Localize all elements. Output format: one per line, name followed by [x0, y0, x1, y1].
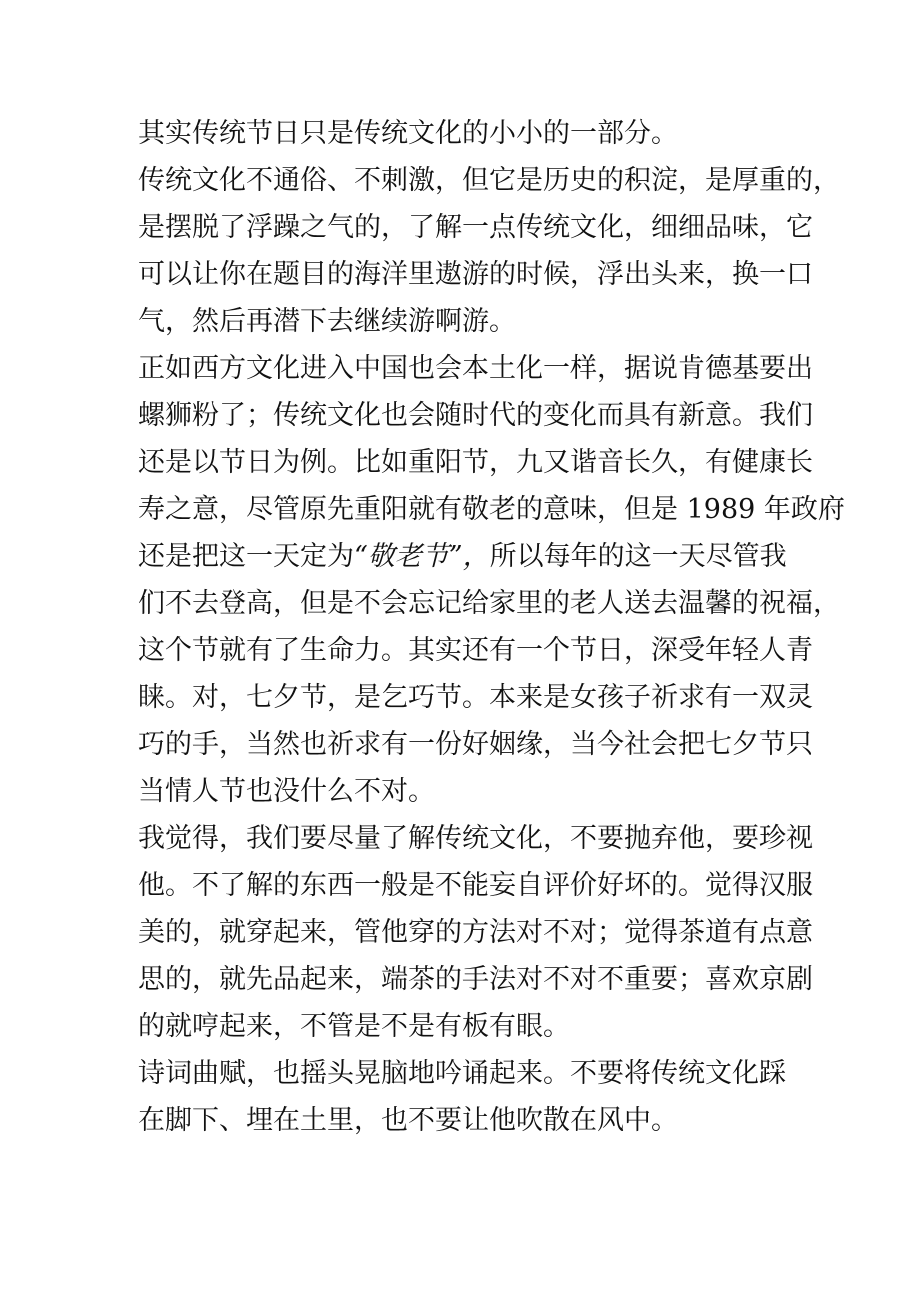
text-line: 正如西方文化进入中国也会本土化一样，据说肯德基要出	[138, 353, 813, 384]
text-line: 美的，就穿起来，管他穿的方法对不对；觉得茶道有点意	[138, 917, 813, 948]
document-body	[138, 110, 845, 1144]
text-line: 当情人节也没什么不对。	[138, 776, 435, 807]
text-line: 他。不了解的东西一般是不能妄自评价好坏的。觉得汉服	[138, 870, 813, 901]
text-line: 气，然后再潜下去继续游啊游。	[138, 306, 516, 337]
text-line-with-emphasis	[138, 533, 798, 580]
text-line: 其实传统节日只是传统文化的小小的一部分。	[138, 118, 678, 149]
text-segment: 所以每年的这一天尽管我	[489, 541, 787, 572]
text-line: 们不去登高，但是不会忘记给家里的老人送去温馨的祝福，	[138, 588, 840, 619]
emphasis-term: “敬老节”，	[354, 541, 490, 572]
text-segment: 还是把这一天定为	[138, 541, 354, 572]
text-line: 是摆脱了浮躁之气的，了解一点传统文化，细细品味，它	[138, 212, 813, 243]
text-line: 诗词曲赋，也摇头晃脑地吟诵起来。不要将传统文化踩	[138, 1058, 786, 1089]
text-line: 传统文化不通俗、不刺激，但它是历史的积淀，是厚重的，	[138, 165, 840, 196]
text-line: 睐。对，七夕节，是乞巧节。本来是女孩子祈求有一双灵	[138, 682, 813, 713]
text-line: 在脚下、埋在土里，也不要让他吹散在风中。	[138, 1105, 678, 1136]
text-line: 我觉得，我们要尽量了解传统文化，不要抛弃他，要珍视	[138, 823, 813, 854]
text-line: 还是以节日为例。比如重阳节，九又谐音长久，有健康长	[138, 447, 813, 478]
text-line: 这个节就有了生命力。其实还有一个节日，深受年轻人青	[138, 635, 813, 666]
text-line: 巧的手，当然也祈求有一份好姻缘，当今社会把七夕节只	[138, 729, 813, 760]
text-line: 思的，就先品起来，端茶的手法对不对不重要；喜欢京剧	[138, 964, 813, 995]
text-line: 可以让你在题目的海洋里遨游的时候，浮出头来，换一口	[138, 259, 813, 290]
text-line: 螺狮粉了；传统文化也会随时代的变化而具有新意。我们	[138, 400, 813, 431]
text-line: 的就哼起来，不管是不是有板有眼。	[138, 1011, 570, 1042]
text-line: 寿之意，尽管原先重阳就有敬老的意味，但是 1989 年政府	[138, 494, 845, 525]
